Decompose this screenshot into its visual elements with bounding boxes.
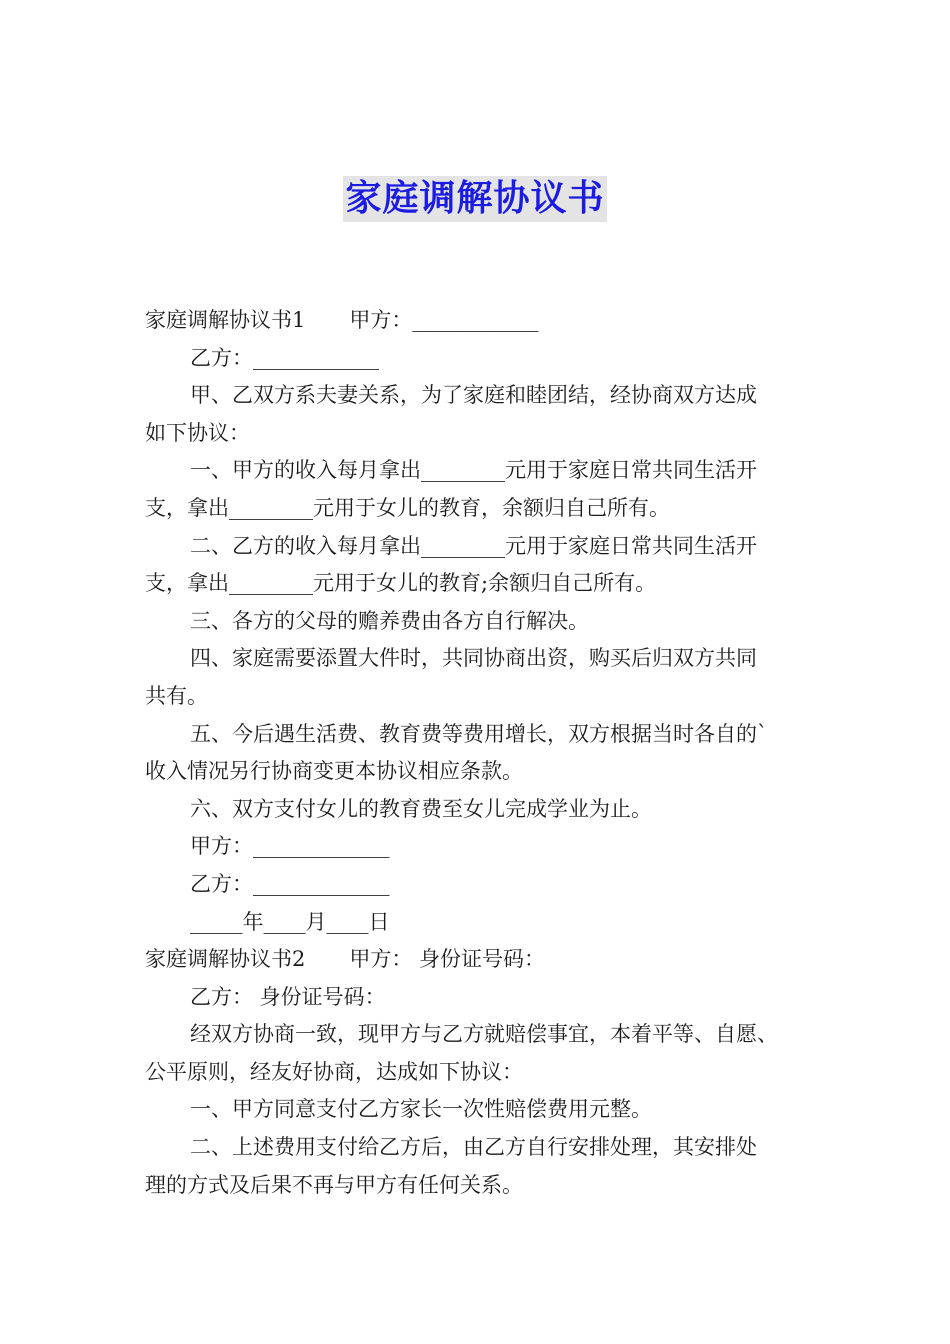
agreement-1-heading-line [145, 302, 825, 340]
clause-line: 五、今后遇生活费、教育费等费用增长，双方根据当时各自的` [190, 721, 768, 746]
party-b-field: 乙方：____________ [190, 345, 379, 370]
paragraph-line: 甲、乙双方系夫妻关系，为了家庭和睦团结，经协商双方达成 [190, 383, 757, 408]
agreement-2-heading: 家庭调解协议书2 [145, 947, 306, 972]
clause-line: 二、上述费用支付给乙方后，由乙方自行安排处理，其安排处 [190, 1135, 757, 1160]
paragraph-line: 公平原则，经友好协商，达成如下协议： [145, 1059, 523, 1084]
signature-date: _____年____月____日 [190, 909, 390, 934]
clause-line: 收入情况另行协商变更本协议相应条款。 [145, 759, 523, 784]
paragraph-line: 如下协议： [145, 420, 250, 445]
party-a-id-field: 甲方： 身份证号码： [349, 947, 546, 972]
party-b-id-field: 乙方： 身份证号码： [190, 984, 386, 1009]
agreement-2-heading-line [145, 941, 825, 979]
title-container [0, 176, 950, 222]
clause-line: 三、各方的父母的赡养费由各方自行解决。 [190, 608, 589, 633]
clause-line: 支，拿出________元用于女儿的教育;余额归自己所有。 [145, 571, 657, 596]
clause-line: 理的方式及后果不再与甲方有任何关系。 [145, 1172, 523, 1197]
signature-party-a: 甲方：_____________ [190, 834, 390, 859]
agreement-1-heading: 家庭调解协议书1 [145, 308, 306, 332]
clause-line: 支，拿出________元用于女儿的教育，余额归自己所有。 [145, 495, 670, 520]
clause-line: 四、家庭需要添置大件时，共同协商出资，购买后归双方共同 [190, 646, 757, 671]
clause-line: 六、双方支付女儿的教育费至女儿完成学业为止。 [190, 796, 652, 821]
document-body [145, 302, 825, 1204]
clause-line: 一、甲方同意支付乙方家长一次性赔偿费用元整。 [190, 1097, 652, 1122]
clause-line: 一、甲方的收入每月拿出________元用于家庭日常共同生活开 [190, 458, 757, 483]
signature-party-b: 乙方：_____________ [190, 871, 390, 896]
paragraph-line: 经双方协商一致，现甲方与乙方就赔偿事宜，本着平等、自愿、 [190, 1022, 778, 1047]
clause-line: 二、乙方的收入每月拿出________元用于家庭日常共同生活开 [190, 533, 757, 558]
document-title: 家庭调解协议书 [343, 176, 606, 222]
party-a-field: 甲方：____________ [349, 308, 539, 332]
clause-line: 共有。 [145, 683, 208, 708]
